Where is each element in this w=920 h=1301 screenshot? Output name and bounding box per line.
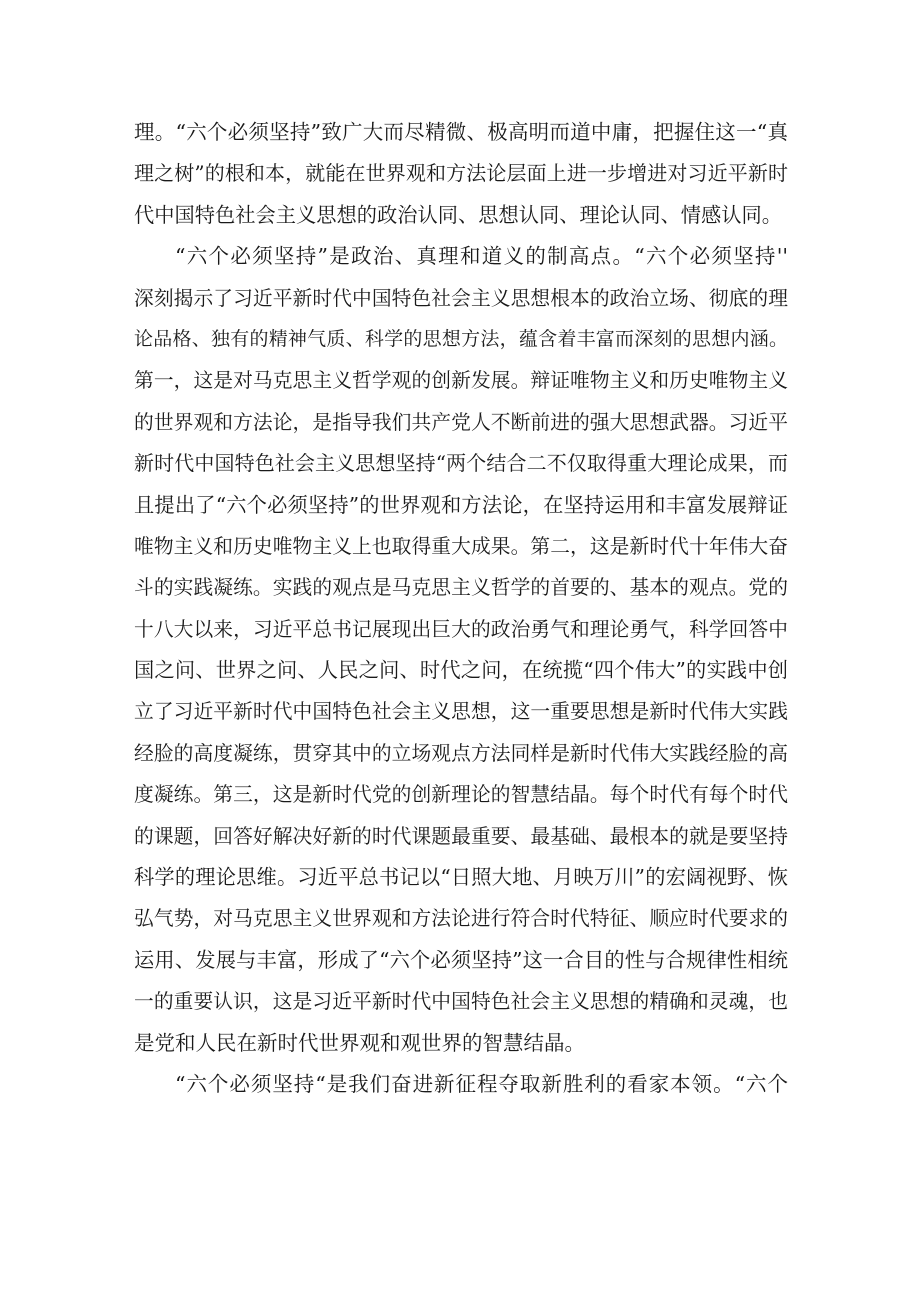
text-line: 且提出了“六个必须坚持”的世界观和方法论，在坚持运用和丰富发展辩证 [134,492,788,517]
text-line: 立了习近平新时代中国特色社会主义思想，这一重要思想是新时代伟大实践 [134,700,788,724]
text-line: 理。“六个必须坚持”致广大而尽精微、极高明而道中庸，把握住这一“真 [134,120,788,144]
text-line: 代中国特色社会主义思想的政治认同、思想认同、理论认同、情感认同。 [134,202,783,227]
text-line: 经脸的高度凝练，贯穿其中的立场观点方法同样是新时代伟大实践经脸的高 [134,741,788,765]
text-line: 新时代中国特色社会主义思想坚持“两个结合二不仅取得重大理论成果，而 [134,451,788,476]
text-line: 是党和人民在新时代世界观和观世界的智慧结晶。 [134,1030,585,1055]
text-line: 理之树”的根和本，就能在世界观和方法论层面上进一步增进对习近平新时 [134,161,788,186]
text-line: 十八大以来，习近平总书记展现出巨大的政治勇气和理论勇气，科学回答中 [134,617,788,641]
text-line: 一的重要认识，这是习近平新时代中国特色社会主义思想的精确和灵魂，也 [134,990,788,1014]
text-line: 论品格、独有的精神气质、科学的思想方法，蕴含着丰富而深刻的思想内涵。 [134,327,788,350]
text-line: 度凝练。第三，这是新时代党的创新理论的智慧结晶。每个时代有每个时代 [134,783,788,807]
text-line: 第一，这是对马克思主义哲学观的创新发展。辩证唯物主义和历史唯物主义 [134,369,788,393]
text-line: 科学的理论思维。习近平总书记以“日照大地、月映万川”的宏阔视野、恢 [134,865,788,890]
paragraph-first-line: “六个必须坚持“是我们奋进新征程夺取新胜利的看家本领。“六个 [175,1071,788,1096]
body-text [134,112,788,1105]
text-line: 国之问、世界之问、人民之问、时代之问，在统揽“四个伟大”的实践中创 [134,658,788,683]
text-line: 斗的实践凝练。实践的观点是马克思主义哲学的首要的、基本的观点。党的 [134,576,788,600]
text-line: 运用、发展与丰富，形成了“六个必须坚持”这一合目的性与合规律性相统 [134,947,788,972]
text-line: 唯物主义和历史唯物主义上也取得重大成果。第二，这是新时代十年伟大奋 [134,534,788,558]
text-line: 弘气势，对马克思主义世界观和方法论进行符合时代特征、顺应时代要求的 [134,907,788,931]
paragraph-first-line: “六个必须坚持”是政治、真理和道义的制高点。“六个必须坚持'' [175,244,788,269]
text-line: 的课题，回答好解决好新的时代课题最重要、最基础、最根本的就是要坚持 [134,824,788,848]
text-line: 的世界观和方法论，是指导我们共产党人不断前进的强大思想武器。习近平 [134,410,788,434]
text-line: 深刻揭示了习近平新时代中国特色社会主义思想根本的政治立场、彻底的理 [134,286,788,310]
